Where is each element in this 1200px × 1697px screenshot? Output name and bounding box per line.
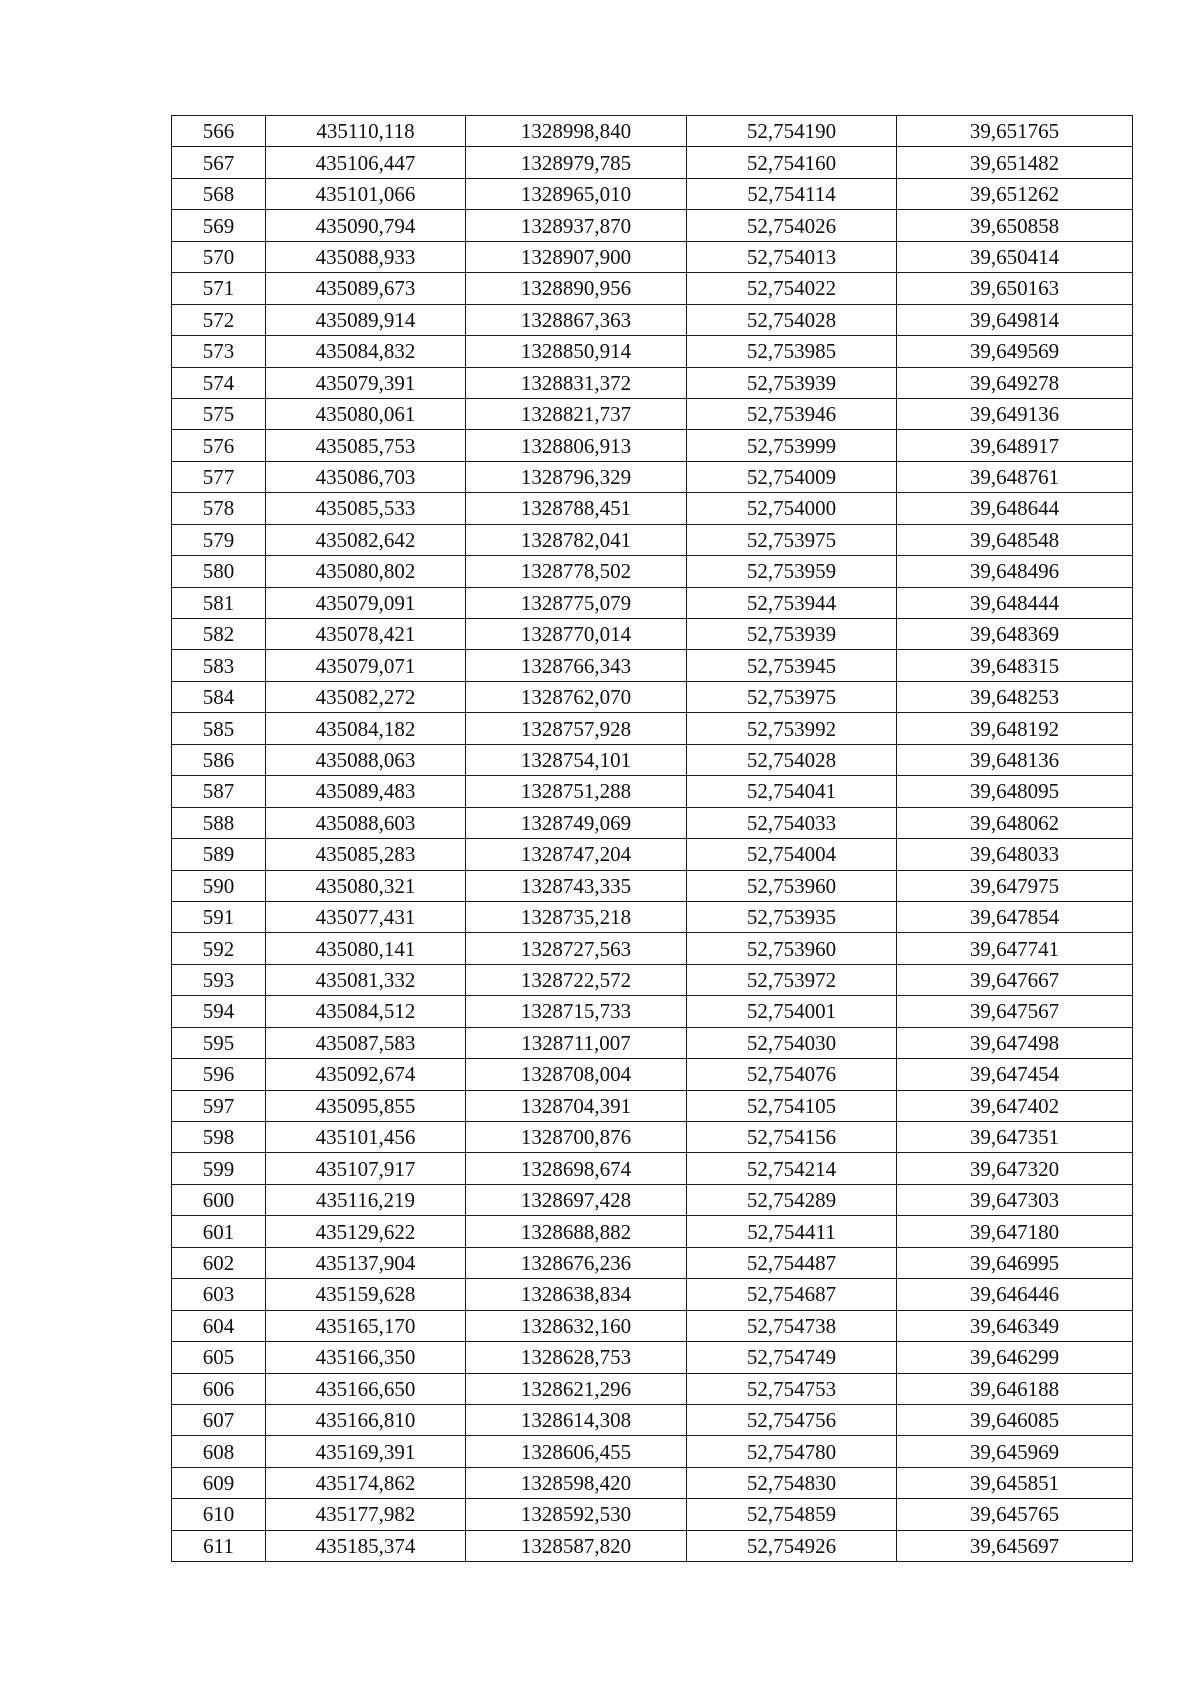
y-coordinate-cell: 1328688,882	[466, 1216, 687, 1247]
point-number-cell: 586	[172, 744, 266, 775]
y-coordinate-cell: 1328788,451	[466, 493, 687, 524]
point-number-cell: 590	[172, 870, 266, 901]
y-coordinate-cell: 1328821,737	[466, 398, 687, 429]
table-row	[172, 1279, 1133, 1310]
longitude-cell: 39,648369	[897, 619, 1133, 650]
x-coordinate-cell: 435165,170	[266, 1310, 466, 1341]
table-row	[172, 1436, 1133, 1467]
x-coordinate-cell: 435166,350	[266, 1342, 466, 1373]
table-row	[172, 524, 1133, 555]
x-coordinate-cell: 435079,091	[266, 587, 466, 618]
longitude-cell: 39,648917	[897, 430, 1133, 461]
x-coordinate-cell: 435079,071	[266, 650, 466, 681]
longitude-cell: 39,648033	[897, 839, 1133, 870]
table-row	[172, 1122, 1133, 1153]
x-coordinate-cell: 435166,810	[266, 1404, 466, 1435]
table-row	[172, 241, 1133, 272]
latitude-cell: 52,754289	[687, 1184, 897, 1215]
x-coordinate-cell: 435087,583	[266, 1027, 466, 1058]
latitude-cell: 52,753999	[687, 430, 897, 461]
y-coordinate-cell: 1328722,572	[466, 964, 687, 995]
y-coordinate-cell: 1328621,296	[466, 1373, 687, 1404]
latitude-cell: 52,753972	[687, 964, 897, 995]
latitude-cell: 52,754028	[687, 744, 897, 775]
point-number-cell: 579	[172, 524, 266, 555]
point-number-cell: 570	[172, 241, 266, 272]
latitude-cell: 52,754190	[687, 116, 897, 147]
latitude-cell: 52,754753	[687, 1373, 897, 1404]
point-number-cell: 587	[172, 776, 266, 807]
longitude-cell: 39,650858	[897, 210, 1133, 241]
point-number-cell: 568	[172, 178, 266, 209]
point-number-cell: 609	[172, 1467, 266, 1498]
x-coordinate-cell: 435159,628	[266, 1279, 466, 1310]
x-coordinate-cell: 435080,802	[266, 556, 466, 587]
x-coordinate-cell: 435106,447	[266, 147, 466, 178]
longitude-cell: 39,648062	[897, 807, 1133, 838]
latitude-cell: 52,754160	[687, 147, 897, 178]
point-number-cell: 582	[172, 619, 266, 650]
longitude-cell: 39,646995	[897, 1247, 1133, 1278]
latitude-cell: 52,754411	[687, 1216, 897, 1247]
longitude-cell: 39,648444	[897, 587, 1133, 618]
x-coordinate-cell: 435085,283	[266, 839, 466, 870]
table-row	[172, 1404, 1133, 1435]
y-coordinate-cell: 1328628,753	[466, 1342, 687, 1373]
table-row	[172, 713, 1133, 744]
x-coordinate-cell: 435079,391	[266, 367, 466, 398]
table-row	[172, 1310, 1133, 1341]
point-number-cell: 588	[172, 807, 266, 838]
table-row	[172, 336, 1133, 367]
point-number-cell: 598	[172, 1122, 266, 1153]
latitude-cell: 52,754738	[687, 1310, 897, 1341]
x-coordinate-cell: 435185,374	[266, 1530, 466, 1561]
longitude-cell: 39,648315	[897, 650, 1133, 681]
latitude-cell: 52,754028	[687, 304, 897, 335]
table-row	[172, 430, 1133, 461]
x-coordinate-cell: 435082,642	[266, 524, 466, 555]
table-row	[172, 116, 1133, 147]
x-coordinate-cell: 435110,118	[266, 116, 466, 147]
table-row	[172, 1373, 1133, 1404]
y-coordinate-cell: 1328743,335	[466, 870, 687, 901]
latitude-cell: 52,754487	[687, 1247, 897, 1278]
y-coordinate-cell: 1328592,530	[466, 1499, 687, 1530]
y-coordinate-cell: 1328979,785	[466, 147, 687, 178]
point-number-cell: 599	[172, 1153, 266, 1184]
longitude-cell: 39,645765	[897, 1499, 1133, 1530]
latitude-cell: 52,754156	[687, 1122, 897, 1153]
longitude-cell: 39,647454	[897, 1059, 1133, 1090]
table-row	[172, 398, 1133, 429]
longitude-cell: 39,648496	[897, 556, 1133, 587]
y-coordinate-cell: 1328775,079	[466, 587, 687, 618]
latitude-cell: 52,753960	[687, 933, 897, 964]
latitude-cell: 52,754009	[687, 461, 897, 492]
latitude-cell: 52,753935	[687, 901, 897, 932]
longitude-cell: 39,647975	[897, 870, 1133, 901]
x-coordinate-cell: 435116,219	[266, 1184, 466, 1215]
latitude-cell: 52,753946	[687, 398, 897, 429]
longitude-cell: 39,648761	[897, 461, 1133, 492]
y-coordinate-cell: 1328727,563	[466, 933, 687, 964]
x-coordinate-cell: 435101,066	[266, 178, 466, 209]
point-number-cell: 589	[172, 839, 266, 870]
y-coordinate-cell: 1328937,870	[466, 210, 687, 241]
x-coordinate-cell: 435137,904	[266, 1247, 466, 1278]
latitude-cell: 52,754030	[687, 1027, 897, 1058]
longitude-cell: 39,649278	[897, 367, 1133, 398]
x-coordinate-cell: 435084,182	[266, 713, 466, 744]
latitude-cell: 52,753944	[687, 587, 897, 618]
x-coordinate-cell: 435080,061	[266, 398, 466, 429]
x-coordinate-cell: 435092,674	[266, 1059, 466, 1090]
point-number-cell: 606	[172, 1373, 266, 1404]
point-number-cell: 584	[172, 681, 266, 712]
latitude-cell: 52,754004	[687, 839, 897, 870]
y-coordinate-cell: 1328715,733	[466, 996, 687, 1027]
y-coordinate-cell: 1328676,236	[466, 1247, 687, 1278]
longitude-cell: 39,651765	[897, 116, 1133, 147]
latitude-cell: 52,753959	[687, 556, 897, 587]
y-coordinate-cell: 1328638,834	[466, 1279, 687, 1310]
x-coordinate-cell: 435107,917	[266, 1153, 466, 1184]
y-coordinate-cell: 1328754,101	[466, 744, 687, 775]
y-coordinate-cell: 1328850,914	[466, 336, 687, 367]
table-row	[172, 870, 1133, 901]
point-number-cell: 600	[172, 1184, 266, 1215]
point-number-cell: 595	[172, 1027, 266, 1058]
latitude-cell: 52,753992	[687, 713, 897, 744]
point-number-cell: 580	[172, 556, 266, 587]
y-coordinate-cell: 1328598,420	[466, 1467, 687, 1498]
latitude-cell: 52,754687	[687, 1279, 897, 1310]
coordinates-table-body	[172, 116, 1133, 1562]
latitude-cell: 52,753939	[687, 367, 897, 398]
table-row	[172, 807, 1133, 838]
longitude-cell: 39,650163	[897, 273, 1133, 304]
point-number-cell: 573	[172, 336, 266, 367]
y-coordinate-cell: 1328708,004	[466, 1059, 687, 1090]
point-number-cell: 602	[172, 1247, 266, 1278]
longitude-cell: 39,647498	[897, 1027, 1133, 1058]
x-coordinate-cell: 435084,832	[266, 336, 466, 367]
y-coordinate-cell: 1328778,502	[466, 556, 687, 587]
longitude-cell: 39,647303	[897, 1184, 1133, 1215]
x-coordinate-cell: 435088,063	[266, 744, 466, 775]
table-row	[172, 304, 1133, 335]
point-number-cell: 591	[172, 901, 266, 932]
x-coordinate-cell: 435084,512	[266, 996, 466, 1027]
latitude-cell: 52,754041	[687, 776, 897, 807]
table-row	[172, 776, 1133, 807]
x-coordinate-cell: 435088,603	[266, 807, 466, 838]
latitude-cell: 52,753960	[687, 870, 897, 901]
point-number-cell: 583	[172, 650, 266, 681]
table-row	[172, 1342, 1133, 1373]
longitude-cell: 39,651262	[897, 178, 1133, 209]
y-coordinate-cell: 1328757,928	[466, 713, 687, 744]
point-number-cell: 603	[172, 1279, 266, 1310]
x-coordinate-cell: 435078,421	[266, 619, 466, 650]
y-coordinate-cell: 1328632,160	[466, 1310, 687, 1341]
longitude-cell: 39,647667	[897, 964, 1133, 995]
latitude-cell: 52,753939	[687, 619, 897, 650]
table-row	[172, 996, 1133, 1027]
longitude-cell: 39,647351	[897, 1122, 1133, 1153]
longitude-cell: 39,647567	[897, 996, 1133, 1027]
point-number-cell: 572	[172, 304, 266, 335]
latitude-cell: 52,754076	[687, 1059, 897, 1090]
latitude-cell: 52,753975	[687, 524, 897, 555]
point-number-cell: 566	[172, 116, 266, 147]
point-number-cell: 578	[172, 493, 266, 524]
longitude-cell: 39,649569	[897, 336, 1133, 367]
latitude-cell: 52,754859	[687, 1499, 897, 1530]
table-row	[172, 1027, 1133, 1058]
y-coordinate-cell: 1328587,820	[466, 1530, 687, 1561]
y-coordinate-cell: 1328751,288	[466, 776, 687, 807]
table-row	[172, 587, 1133, 618]
point-number-cell: 569	[172, 210, 266, 241]
latitude-cell: 52,754033	[687, 807, 897, 838]
x-coordinate-cell: 435174,862	[266, 1467, 466, 1498]
table-row	[172, 681, 1133, 712]
point-number-cell: 610	[172, 1499, 266, 1530]
y-coordinate-cell: 1328749,069	[466, 807, 687, 838]
x-coordinate-cell: 435101,456	[266, 1122, 466, 1153]
x-coordinate-cell: 435166,650	[266, 1373, 466, 1404]
longitude-cell: 39,650414	[897, 241, 1133, 272]
x-coordinate-cell: 435086,703	[266, 461, 466, 492]
longitude-cell: 39,647180	[897, 1216, 1133, 1247]
longitude-cell: 39,649136	[897, 398, 1133, 429]
longitude-cell: 39,647741	[897, 933, 1133, 964]
table-row	[172, 744, 1133, 775]
point-number-cell: 577	[172, 461, 266, 492]
latitude-cell: 52,754214	[687, 1153, 897, 1184]
table-row	[172, 933, 1133, 964]
y-coordinate-cell: 1328998,840	[466, 116, 687, 147]
longitude-cell: 39,648095	[897, 776, 1133, 807]
table-row	[172, 1090, 1133, 1121]
point-number-cell: 605	[172, 1342, 266, 1373]
longitude-cell: 39,648192	[897, 713, 1133, 744]
longitude-cell: 39,647402	[897, 1090, 1133, 1121]
point-number-cell: 594	[172, 996, 266, 1027]
point-number-cell: 592	[172, 933, 266, 964]
x-coordinate-cell: 435169,391	[266, 1436, 466, 1467]
table-row	[172, 1216, 1133, 1247]
point-number-cell: 611	[172, 1530, 266, 1561]
x-coordinate-cell: 435129,622	[266, 1216, 466, 1247]
y-coordinate-cell: 1328831,372	[466, 367, 687, 398]
latitude-cell: 52,754026	[687, 210, 897, 241]
table-row	[172, 210, 1133, 241]
longitude-cell: 39,648253	[897, 681, 1133, 712]
y-coordinate-cell: 1328735,218	[466, 901, 687, 932]
y-coordinate-cell: 1328766,343	[466, 650, 687, 681]
longitude-cell: 39,651482	[897, 147, 1133, 178]
latitude-cell: 52,754756	[687, 1404, 897, 1435]
x-coordinate-cell: 435082,272	[266, 681, 466, 712]
y-coordinate-cell: 1328890,956	[466, 273, 687, 304]
table-row	[172, 839, 1133, 870]
latitude-cell: 52,754749	[687, 1342, 897, 1373]
table-row	[172, 556, 1133, 587]
table-row	[172, 1059, 1133, 1090]
latitude-cell: 52,754114	[687, 178, 897, 209]
table-row	[172, 1467, 1133, 1498]
point-number-cell: 608	[172, 1436, 266, 1467]
longitude-cell: 39,646299	[897, 1342, 1133, 1373]
longitude-cell: 39,648644	[897, 493, 1133, 524]
x-coordinate-cell: 435080,141	[266, 933, 466, 964]
point-number-cell: 575	[172, 398, 266, 429]
longitude-cell: 39,646349	[897, 1310, 1133, 1341]
table-row	[172, 1530, 1133, 1561]
x-coordinate-cell: 435177,982	[266, 1499, 466, 1530]
point-number-cell: 571	[172, 273, 266, 304]
x-coordinate-cell: 435088,933	[266, 241, 466, 272]
table-row	[172, 1153, 1133, 1184]
x-coordinate-cell: 435085,533	[266, 493, 466, 524]
point-number-cell: 581	[172, 587, 266, 618]
table-row	[172, 964, 1133, 995]
table-row	[172, 178, 1133, 209]
latitude-cell: 52,754105	[687, 1090, 897, 1121]
y-coordinate-cell: 1328806,913	[466, 430, 687, 461]
latitude-cell: 52,754780	[687, 1436, 897, 1467]
longitude-cell: 39,647320	[897, 1153, 1133, 1184]
table-row	[172, 493, 1133, 524]
latitude-cell: 52,753975	[687, 681, 897, 712]
x-coordinate-cell: 435080,321	[266, 870, 466, 901]
y-coordinate-cell: 1328747,204	[466, 839, 687, 870]
x-coordinate-cell: 435089,914	[266, 304, 466, 335]
x-coordinate-cell: 435077,431	[266, 901, 466, 932]
y-coordinate-cell: 1328770,014	[466, 619, 687, 650]
y-coordinate-cell: 1328796,329	[466, 461, 687, 492]
longitude-cell: 39,647854	[897, 901, 1133, 932]
latitude-cell: 52,754022	[687, 273, 897, 304]
table-row	[172, 619, 1133, 650]
table-row	[172, 901, 1133, 932]
latitude-cell: 52,754013	[687, 241, 897, 272]
latitude-cell: 52,753945	[687, 650, 897, 681]
x-coordinate-cell: 435089,673	[266, 273, 466, 304]
longitude-cell: 39,646446	[897, 1279, 1133, 1310]
point-number-cell: 601	[172, 1216, 266, 1247]
y-coordinate-cell: 1328698,674	[466, 1153, 687, 1184]
table-row	[172, 1247, 1133, 1278]
coordinates-table	[171, 115, 1133, 1562]
table-row	[172, 461, 1133, 492]
y-coordinate-cell: 1328704,391	[466, 1090, 687, 1121]
table-row	[172, 1184, 1133, 1215]
longitude-cell: 39,648136	[897, 744, 1133, 775]
y-coordinate-cell: 1328711,007	[466, 1027, 687, 1058]
point-number-cell: 576	[172, 430, 266, 461]
latitude-cell: 52,754926	[687, 1530, 897, 1561]
table-row	[172, 147, 1133, 178]
y-coordinate-cell: 1328907,900	[466, 241, 687, 272]
longitude-cell: 39,645851	[897, 1467, 1133, 1498]
point-number-cell: 597	[172, 1090, 266, 1121]
table-row	[172, 273, 1133, 304]
point-number-cell: 585	[172, 713, 266, 744]
y-coordinate-cell: 1328700,876	[466, 1122, 687, 1153]
longitude-cell: 39,649814	[897, 304, 1133, 335]
y-coordinate-cell: 1328614,308	[466, 1404, 687, 1435]
longitude-cell: 39,645969	[897, 1436, 1133, 1467]
table-row	[172, 650, 1133, 681]
latitude-cell: 52,754000	[687, 493, 897, 524]
point-number-cell: 604	[172, 1310, 266, 1341]
y-coordinate-cell: 1328697,428	[466, 1184, 687, 1215]
table-row	[172, 367, 1133, 398]
point-number-cell: 567	[172, 147, 266, 178]
point-number-cell: 593	[172, 964, 266, 995]
point-number-cell: 596	[172, 1059, 266, 1090]
longitude-cell: 39,646188	[897, 1373, 1133, 1404]
longitude-cell: 39,648548	[897, 524, 1133, 555]
y-coordinate-cell: 1328762,070	[466, 681, 687, 712]
point-number-cell: 607	[172, 1404, 266, 1435]
y-coordinate-cell: 1328782,041	[466, 524, 687, 555]
y-coordinate-cell: 1328867,363	[466, 304, 687, 335]
point-number-cell: 574	[172, 367, 266, 398]
x-coordinate-cell: 435081,332	[266, 964, 466, 995]
y-coordinate-cell: 1328606,455	[466, 1436, 687, 1467]
x-coordinate-cell: 435085,753	[266, 430, 466, 461]
longitude-cell: 39,646085	[897, 1404, 1133, 1435]
x-coordinate-cell: 435095,855	[266, 1090, 466, 1121]
latitude-cell: 52,754830	[687, 1467, 897, 1498]
x-coordinate-cell: 435089,483	[266, 776, 466, 807]
y-coordinate-cell: 1328965,010	[466, 178, 687, 209]
longitude-cell: 39,645697	[897, 1530, 1133, 1561]
table-row	[172, 1499, 1133, 1530]
latitude-cell: 52,753985	[687, 336, 897, 367]
latitude-cell: 52,754001	[687, 996, 897, 1027]
x-coordinate-cell: 435090,794	[266, 210, 466, 241]
